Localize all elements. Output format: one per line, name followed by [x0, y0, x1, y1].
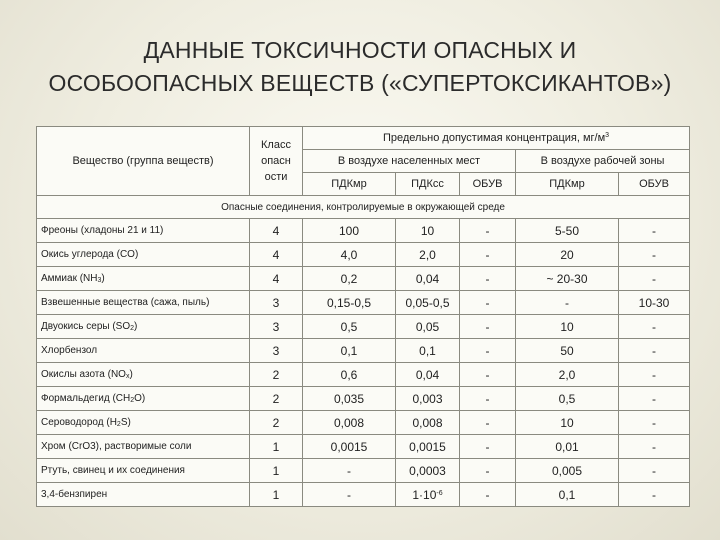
pdkss-cell: 0,04: [396, 267, 460, 291]
table-row: [37, 315, 690, 339]
substance-name-text: Хлорбензол: [41, 345, 98, 356]
header-pdkmr: ПДКмр: [303, 173, 396, 196]
header-pdkss: ПДКсс: [396, 173, 460, 196]
substance-name-text: Аммиак (NH: [41, 273, 98, 284]
header-workzone: В воздухе рабочей зоны: [516, 150, 690, 173]
table-row: [37, 411, 690, 435]
obuv-cell: -: [460, 435, 516, 459]
pdkmr-work-cell: 0,1: [516, 483, 619, 507]
substance-name: [37, 387, 250, 411]
section-row: [37, 196, 690, 219]
table-row: [37, 267, 690, 291]
substance-name-end: ): [101, 273, 105, 284]
pdkss-cell: 2,0: [396, 243, 460, 267]
substance-name-subscript: 3: [97, 277, 102, 284]
pdkss-cell: 0,1: [396, 339, 460, 363]
pdkmr-work-cell: 0,005: [516, 459, 619, 483]
obuv-work-cell: -: [619, 483, 690, 507]
header-class-line-3: ости: [264, 171, 288, 183]
hazard-class-cell: 2: [250, 387, 303, 411]
header-substance: Вещество (группа веществ): [37, 127, 250, 196]
pdkmr-work-cell: 0,5: [516, 387, 619, 411]
obuv-cell: -: [460, 267, 516, 291]
substance-name-text: Ртуть, свинец и их соединения: [41, 465, 185, 476]
table-row: [37, 339, 690, 363]
pdkmr-cell: -: [303, 459, 396, 483]
pdkmr-work-cell: 0,01: [516, 435, 619, 459]
substance-name-subscript: 2: [116, 421, 121, 428]
header-obuv-work: ОБУВ: [619, 173, 690, 196]
hazard-class-cell: 4: [250, 219, 303, 243]
substance-name-text: Двуокись серы (SO: [41, 321, 131, 332]
hazard-class-cell: 1: [250, 483, 303, 507]
toxicity-table: [36, 126, 690, 507]
table-row: [37, 459, 690, 483]
obuv-work-cell: -: [619, 363, 690, 387]
obuv-cell: -: [460, 387, 516, 411]
pdkss-cell: 0,008: [396, 411, 460, 435]
obuv-work-cell: 10-30: [619, 291, 690, 315]
obuv-work-cell: -: [619, 459, 690, 483]
hazard-class-cell: 1: [250, 435, 303, 459]
substance-name: [37, 339, 250, 363]
table-row: [37, 435, 690, 459]
pdkmr-cell: 0,15-0,5: [303, 291, 396, 315]
table-row: [37, 483, 690, 507]
pdkmr-cell: -: [303, 483, 396, 507]
substance-name-text: 3,4-бензпирен: [41, 489, 108, 500]
slide-title: [0, 34, 720, 100]
pdkmr-cell: 4,0: [303, 243, 396, 267]
table-row: [37, 243, 690, 267]
pdkmr-cell: 0,0015: [303, 435, 396, 459]
substance-name-subscript: x: [125, 373, 130, 380]
hazard-class-cell: 4: [250, 243, 303, 267]
table-row: [37, 219, 690, 243]
obuv-cell: -: [460, 411, 516, 435]
substance-name: [37, 363, 250, 387]
header-class-line-2: опасн: [261, 155, 291, 167]
pdkmr-cell: 0,1: [303, 339, 396, 363]
pdkmr-cell: 100: [303, 219, 396, 243]
substance-name-text: Фреоны (хладоны 21 и 11): [41, 225, 164, 236]
pdkmr-cell: 0,008: [303, 411, 396, 435]
hazard-class-cell: 4: [250, 267, 303, 291]
obuv-work-cell: -: [619, 315, 690, 339]
pdkmr-cell: 0,5: [303, 315, 396, 339]
title-line-1: ДАННЫЕ ТОКСИЧНОСТИ ОПАСНЫХ И: [143, 37, 577, 63]
header-concentration-text: Предельно допустимая концентрация, мг/м: [382, 132, 606, 144]
substance-name: [37, 219, 250, 243]
substance-name-text: Хром (CrO3), растворимые соли: [41, 441, 192, 452]
pdkmr-work-cell: 10: [516, 315, 619, 339]
pdkmr-work-cell: 5-50: [516, 219, 619, 243]
substance-name: [37, 483, 250, 507]
pdkmr-work-cell: 50: [516, 339, 619, 363]
substance-name-text: Сероводород (H: [41, 417, 117, 428]
substance-name-end: ): [134, 321, 138, 332]
substance-name-subscript: 2: [130, 397, 135, 404]
pdkss-cell: 0,0003: [396, 459, 460, 483]
substance-name: [37, 243, 250, 267]
pdkss-cell: 0,003: [396, 387, 460, 411]
obuv-work-cell: -: [619, 267, 690, 291]
hazard-class-cell: 3: [250, 291, 303, 315]
substance-name-end: O): [134, 393, 146, 404]
pdkmr-work-cell: ~ 20-30: [516, 267, 619, 291]
obuv-cell: -: [460, 483, 516, 507]
hazard-class-cell: 3: [250, 339, 303, 363]
obuv-work-cell: -: [619, 219, 690, 243]
header-concentration-sup: 3: [605, 132, 610, 139]
obuv-work-cell: -: [619, 339, 690, 363]
pdkss-cell: 0,04: [396, 363, 460, 387]
substance-name: [37, 435, 250, 459]
obuv-cell: -: [460, 459, 516, 483]
obuv-cell: -: [460, 243, 516, 267]
substance-name: [37, 315, 250, 339]
obuv-work-cell: -: [619, 411, 690, 435]
hazard-class-cell: 3: [250, 315, 303, 339]
obuv-cell: -: [460, 219, 516, 243]
header-pdkmr-work: ПДКмр: [516, 173, 619, 196]
hazard-class-cell: 2: [250, 363, 303, 387]
substance-name-text: Окислы азота (NO: [41, 369, 126, 380]
header-class-line-1: Класс: [261, 139, 291, 151]
section-label: Опасные соединения, контролируемые в окружающей среде: [37, 196, 690, 219]
pdkss-exponent: -6: [436, 489, 443, 497]
header-obuv: ОБУВ: [460, 173, 516, 196]
substance-name-end: ): [129, 369, 133, 380]
obuv-work-cell: -: [619, 243, 690, 267]
substance-name-end: S): [120, 417, 131, 428]
substance-name: [37, 411, 250, 435]
header-populated: В воздухе населенных мест: [303, 150, 516, 173]
obuv-work-cell: -: [619, 387, 690, 411]
substance-name-text: Формальдегид (CH: [41, 393, 131, 404]
pdkmr-work-cell: 20: [516, 243, 619, 267]
pdkmr-cell: 0,035: [303, 387, 396, 411]
obuv-cell: -: [460, 291, 516, 315]
pdkss-value: 1·10: [412, 487, 437, 502]
substance-name: [37, 291, 250, 315]
table-row: [37, 291, 690, 315]
pdkss-cell: 0,0015: [396, 435, 460, 459]
substance-name-text: Взвешенные вещества (сажа, пыль): [41, 297, 210, 308]
pdkmr-work-cell: -: [516, 291, 619, 315]
pdkss-cell: [396, 483, 460, 507]
table-row: [37, 363, 690, 387]
pdkss-cell: 0,05-0,5: [396, 291, 460, 315]
obuv-work-cell: -: [619, 435, 690, 459]
table-row: [37, 387, 690, 411]
obuv-cell: -: [460, 315, 516, 339]
hazard-class-cell: 2: [250, 411, 303, 435]
title-line-2: ОСОБООПАСНЫХ ВЕЩЕСТВ («СУПЕРТОКСИКАНТОВ»): [48, 70, 672, 96]
header-concentration: [303, 127, 690, 150]
pdkmr-work-cell: 2,0: [516, 363, 619, 387]
substance-name: [37, 267, 250, 291]
substance-name-text: Окись углерода (CO): [41, 249, 139, 260]
obuv-cell: -: [460, 363, 516, 387]
header-class: [250, 127, 303, 196]
hazard-class-cell: 1: [250, 459, 303, 483]
pdkmr-cell: 0,2: [303, 267, 396, 291]
substance-name-subscript: 2: [130, 325, 135, 332]
pdkss-cell: 10: [396, 219, 460, 243]
pdkmr-work-cell: 10: [516, 411, 619, 435]
header-row-1: [37, 127, 690, 150]
substance-name: [37, 459, 250, 483]
pdkmr-cell: 0,6: [303, 363, 396, 387]
obuv-cell: -: [460, 339, 516, 363]
pdkss-cell: 0,05: [396, 315, 460, 339]
